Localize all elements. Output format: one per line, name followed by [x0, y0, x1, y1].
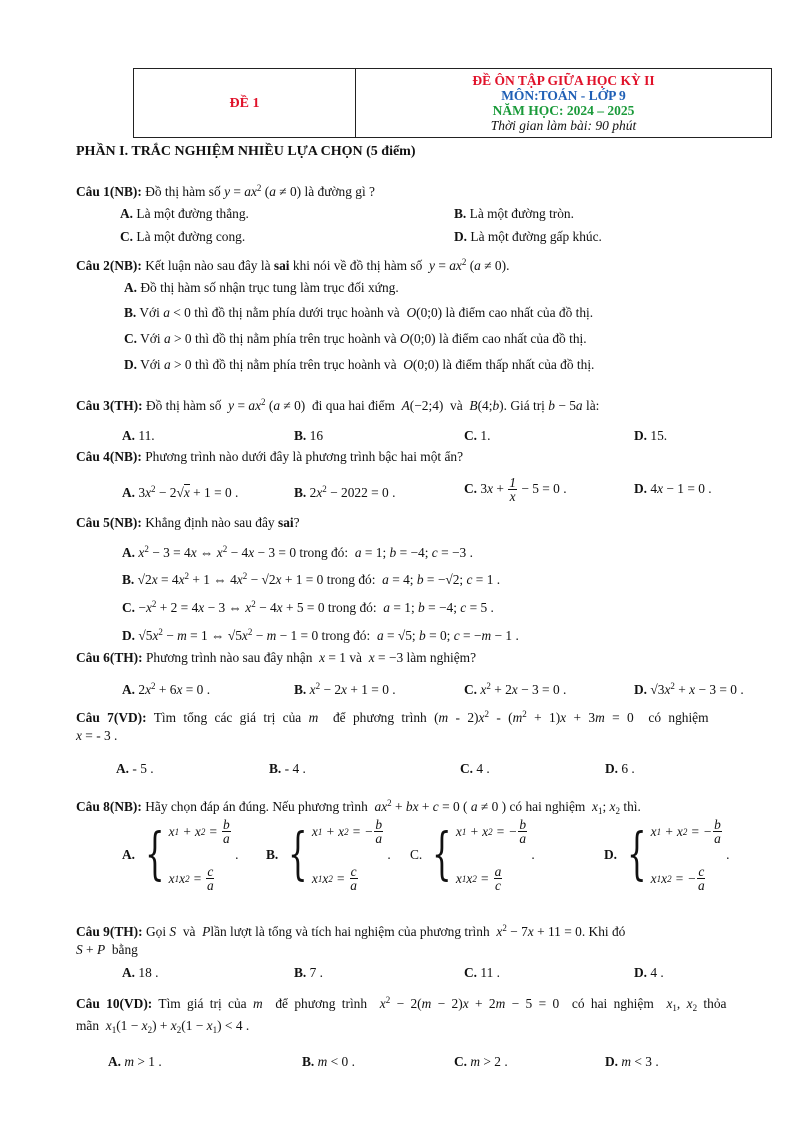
- q4-option-a: A. $3x^2 - 2√x + 1 = 0$ .: [122, 484, 239, 500]
- question-2: Câu 2(NB): Kết luận nào sau đây là sai khi nói về đồ thị hàm số $y = ax^2$ (a ≠ 0).: [76, 257, 510, 273]
- question-4: Câu 4(NB): Phương trình nào dưới đây là phương trình bậc hai một ẩn?: [76, 449, 464, 464]
- q8-option-b: B. { x 1 + x 2 = − $\frac{b}{a}$ x 1 x 2 = $\frac{c}{a}$ .: [266, 817, 391, 893]
- q2-option-a: A. Đồ thị hàm số nhận trục tung làm trục đối xứng.: [124, 280, 399, 295]
- q8-option-c: C. { x 1 + x 2 = − $\frac{b}{a}$ x 1 x 2 = $\frac{a}{c}$ .: [410, 817, 535, 893]
- question-8: Câu 8(NB): Hãy chọn đáp án đúng. Nếu phương trình $ax^2$ + bx + c = 0 ( a ≠ 0 ) có hai nghiệm $x_1$; $x_2$ thì.: [76, 798, 641, 816]
- q9-option-a: A. 18 .: [122, 965, 159, 980]
- question-6: Câu 6(TH): Phương trình nào sau đây nhận x = 1 và x = −3 làm nghiệm?: [76, 650, 477, 665]
- q10-option-d: D. m < 3 .: [605, 1054, 659, 1069]
- q3-option-d: D. 15.: [634, 428, 668, 443]
- question-9: Câu 9(TH): Gọi S và Plần lượt là tổng và tích hai nghiệm của phương trình $x^2 - 7x + 11 = 0$. Khi đó: [76, 923, 626, 939]
- q6-option-a: A. $2x^2 + 6x = 0$ .: [122, 681, 211, 697]
- q7-option-d: D. 6 .: [605, 761, 635, 776]
- q2-option-d: D. Với a > 0 thì đồ thị nằm phía trên trục hoành và O(0;0) là điểm thấp nhất của đồ thị.: [124, 357, 595, 372]
- q9-option-d: D. 4 .: [634, 965, 664, 980]
- q4-option-b: B. $2x^2 - 2022 = 0$ .: [294, 484, 396, 500]
- exam-title: ĐỀ ÔN TẬP GIỮA HỌC KỲ II: [472, 72, 655, 88]
- q1-option-b: B. Là một đường tròn.: [454, 206, 574, 221]
- header-table: [133, 68, 772, 138]
- q7-option-c: C. 4 .: [460, 761, 490, 776]
- q7-option-b: B. - 4 .: [269, 761, 306, 776]
- exam-code: ĐỀ 1: [229, 95, 260, 111]
- q3-option-b: B. 16: [294, 428, 324, 443]
- exam-info-cell: [356, 69, 772, 138]
- q10-option-b: B. m < 0 .: [302, 1054, 355, 1069]
- q1-option-a: A. Là một đường thẳng.: [120, 206, 249, 221]
- q2-option-c: C. Với a > 0 thì đồ thị nằm phía trên trục hoành và O(0;0) là điểm cao nhất của đồ thị.: [124, 331, 587, 346]
- exam-time: Thời gian làm bài: 90 phút: [490, 117, 637, 133]
- q9-line-2: S + P bằng: [76, 942, 138, 957]
- q6-option-c: C. $x^2 + 2x - 3 = 0$ .: [464, 681, 567, 697]
- q7-condition: x = - 3 .: [76, 728, 118, 743]
- q9-option-c: C. 11 .: [464, 965, 500, 980]
- q5-option-c: C. $-x^2 + 2 = 4x - 3$ ⇔ $x^2 - 4x + 5 = 0$ trong đó: a = 1; b = −4; c = 5 .: [122, 599, 494, 615]
- question-7: Câu 7(VD): Tìm tổng các giá trị của m để phương trình $(m - 2)x^2 - (m^2 + 1)x + 3m = 0$ có nghiệm: [76, 709, 709, 725]
- q9-option-b: B. 7 .: [294, 965, 324, 980]
- q3-option-c: C. 1.: [464, 428, 491, 443]
- q1-option-c: C. Là một đường cong.: [120, 229, 246, 244]
- q4-option-d: D. 4x − 1 = 0 .: [634, 481, 712, 496]
- exam-year: NĂM HỌC: 2024 – 2025: [492, 102, 635, 118]
- question-3: Câu 3(TH): Đồ thị hàm số $y = ax^2$ (a ≠ 0) đi qua hai điểm A(−2;4) và B(4;b). Giá trị b − 5a là:: [76, 397, 600, 413]
- q5-option-b: B. $√2x = 4x^2 + 1$ ⇔ $4x^2 - √2x + 1 = 0$ trong đó: a = 4; b = −√2; c = 1 .: [122, 571, 501, 587]
- exam-subject: MÔN:TOÁN - LỚP 9: [501, 87, 626, 103]
- section-title: PHẦN I. TRẮC NGHIỆM NHIỀU LỰA CHỌN (5 điểm): [76, 144, 416, 159]
- q10-option-a: A. m > 1 .: [108, 1054, 162, 1069]
- q1-option-d: D. Là một đường gấp khúc.: [454, 229, 602, 244]
- q3-option-a: A. 11.: [122, 428, 155, 443]
- q8-option-a: A. { x 1 + x 2 = $\frac{b}{a}$ x 1 x 2 = $\frac{c}{a}$ .: [122, 817, 239, 893]
- q6-option-b: B. $x^2 - 2x + 1 = 0$ .: [294, 681, 396, 697]
- q6-option-d: D. $√3x^2 + x - 3 = 0$ .: [634, 681, 744, 697]
- q10-line-2: mãn $x_1(1 - x_2) + x_2(1 - x_1) < 4$ .: [76, 1018, 250, 1035]
- q2-option-b: B. Với a < 0 thì đồ thị nằm phía dưới trục hoành và O(0;0) là điểm cao nhất của đồ thị.: [124, 305, 594, 320]
- q5-option-d: D. $√5x^2 - m = 1$ ⇔ $√5x^2 - m - 1 = 0$ trong đó: a = √5; b = 0; c = −m − 1 .: [122, 627, 519, 643]
- question-5: Câu 5(NB): Khẳng định nào sau đây sai?: [76, 515, 300, 530]
- exam-code-cell: [134, 69, 356, 138]
- question-1: Câu 1(NB): Đồ thị hàm số $y = ax^2$ (a ≠ 0) là đường gì ?: [76, 183, 375, 199]
- q5-option-a: A. $x^2 - 3 = 4x$ ⇔ $x^2 - 4x - 3 = 0$ trong đó: a = 1; b = −4; c = −3 .: [122, 544, 473, 560]
- q10-option-c: C. m > 2 .: [454, 1054, 508, 1069]
- q7-option-a: A. - 5 .: [116, 761, 154, 776]
- q8-option-d: D. { x 1 + x 2 = − $\frac{b}{a}$ x 1 x 2 = − $\frac{c}{a}$ .: [604, 817, 730, 893]
- q4-option-c: C. 3x + $\frac{1}{x}$ − 5 = 0 .: [464, 475, 567, 505]
- question-10: Câu 10(VD): Tìm giá trị của m để phương trình $x^2 - 2(m - 2)x + 2m - 5 = 0$ có hai nghiệm $x_1$, $x_2$ thỏa: [76, 995, 727, 1013]
